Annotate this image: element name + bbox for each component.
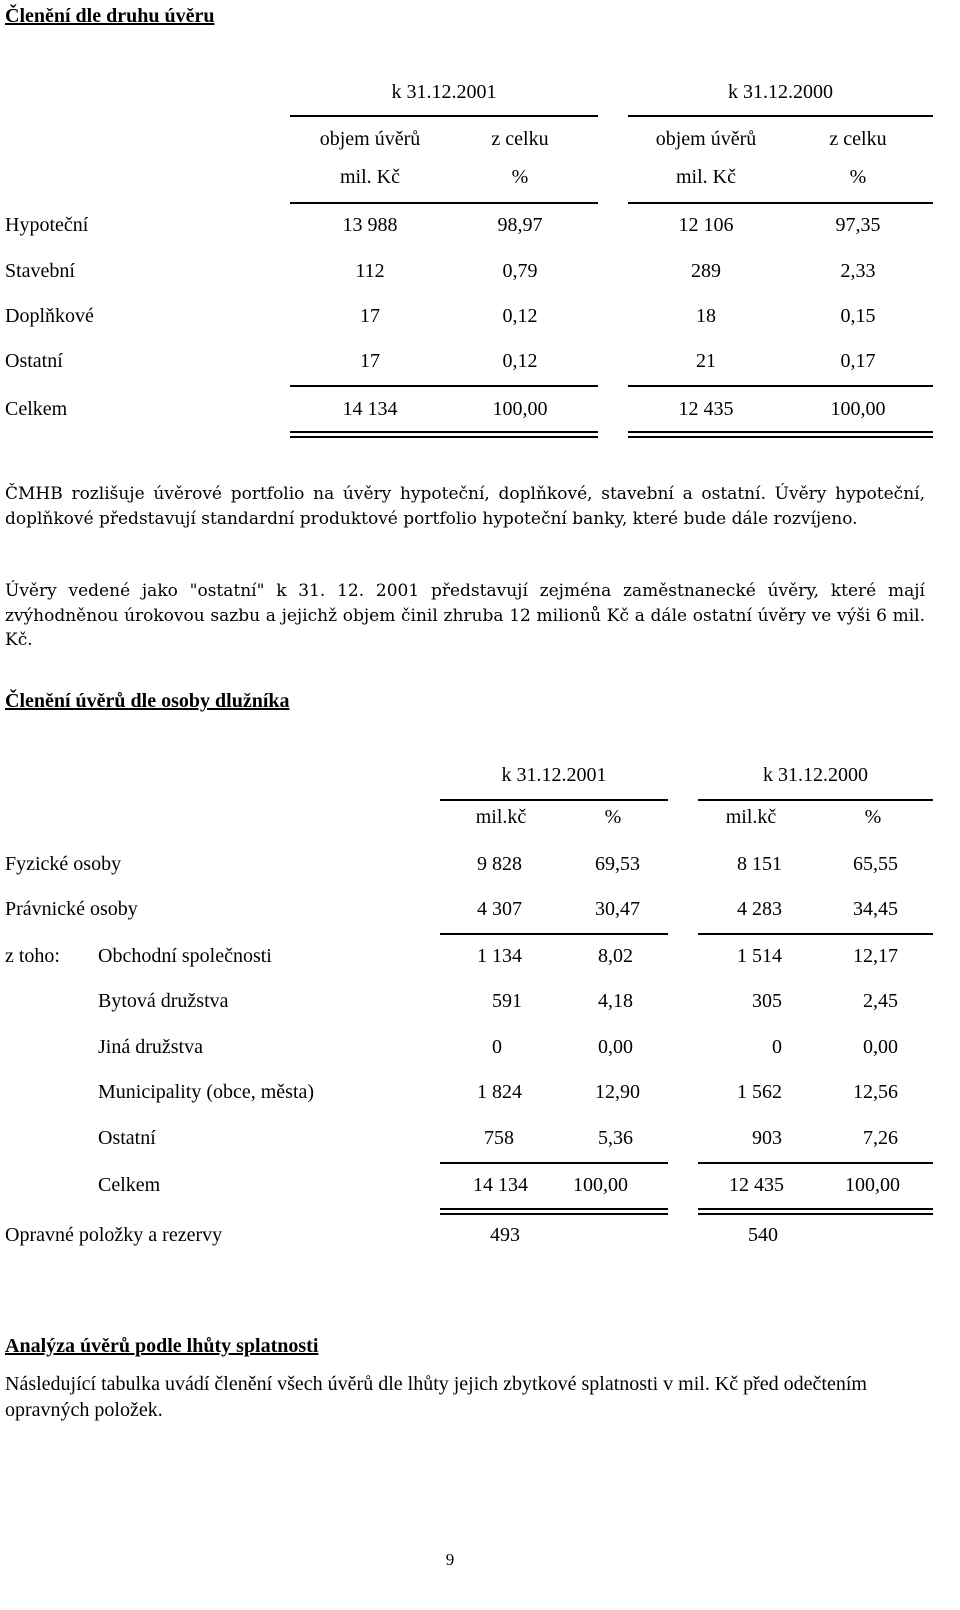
cell-share-2000: 12,56 [853,1081,898,1103]
row-label: Hypoteční [5,214,89,236]
cell-volume-2001: 591 [492,990,522,1012]
col-header-percent: % [511,166,529,188]
cell-volume-2001: 0 [492,1036,502,1058]
cell-volume-2001: 1 134 [477,945,522,967]
cell-volume-2001: 4 307 [477,898,522,920]
total-label: Celkem [5,398,68,420]
of-which-label: z toho: [5,945,60,967]
cell-volume-2000: 1 562 [737,1081,782,1103]
cell-share-2000: 7,26 [863,1127,898,1149]
cell-volume-2000: 1 514 [737,945,782,967]
cell-share-2001: 4,18 [598,990,633,1012]
col-header-percent: % [849,166,867,188]
cell-share-2000: 0,17 [840,350,876,372]
col-header-share: z celku [491,128,549,150]
cell-volume-2000: 0 [772,1036,782,1058]
total-volume-2000: 12 435 [729,1174,784,1196]
cell-volume-2001: 112 [355,260,385,282]
cell-share-2001: 5,36 [598,1127,633,1149]
cell-volume-2001: 17 [360,350,380,372]
total-volume-2001: 14 134 [342,398,398,420]
row-label: Bytová družstva [98,990,229,1012]
paragraph-maturity: Následující tabulka uvádí členění všech úvěrů dle lhůty jejich zbytkové splatnosti v mil. Kč před odečtením opravných položek. [5,1373,867,1421]
provisions-2001: 493 [490,1224,520,1246]
cell-share-2001: 30,47 [595,898,640,920]
paragraph-other-loans: Úvěry vedené jako "ostatní" k 31. 12. 2001 představují zejména zaměstnanecké úvěry, které mají zvýhodněnou úrokovou sazbu a jejichž objem činil zhruba 12 milionů Kč a dále ostatní úvěry ve výši 6 mil. Kč. [5,581,925,650]
period-header-2000: k 31.12.2000 [763,764,868,786]
cell-volume-2000: 4 283 [737,898,782,920]
cell-share-2000: 0,15 [840,305,876,327]
rule [440,933,668,935]
rule [698,799,933,801]
cell-share-2001: 98,97 [497,214,543,236]
rule [440,799,668,801]
total-share-2000: 100,00 [830,398,886,420]
section-heading-debtor: Členění úvěrů dle osoby dlužníka [5,690,290,712]
cell-share-2001: 0,12 [502,350,538,372]
cell-share-2000: 97,35 [835,214,881,236]
cell-share-2001: 12,90 [595,1081,640,1103]
row-label: Ostatní [5,350,63,372]
col-header-volume: objem úvěrů [319,128,421,150]
cell-volume-2001: 13 988 [342,214,398,236]
cell-share-2001: 8,02 [598,945,633,967]
total-volume-2000: 12 435 [678,398,734,420]
cell-volume-2001: 9 828 [477,853,522,875]
row-label: Právnické osoby [5,898,138,920]
rule [698,1162,933,1164]
row-label: Fyzické osoby [5,853,122,875]
cell-share-2001: 0,12 [502,305,538,327]
cell-share-2000: 34,45 [853,898,898,920]
col-header-volume: objem úvěrů [655,128,757,150]
col-header-share: % [864,806,882,828]
cell-volume-2000: 21 [696,350,716,372]
rule [628,385,933,387]
row-label: Jiná družstva [98,1036,203,1058]
rule [440,1162,668,1164]
provisions-label: Opravné položky a rezervy [5,1224,223,1246]
total-share-2000: 100,00 [845,1174,900,1196]
paragraph-portfolio: ČMHB rozlišuje úvěrové portfolio na úvěry hypoteční, doplňkové, stavební a ostatní. Úvěry hypoteční, doplňkové představují standardní produktové portfolio hypoteční banky, které bude dále rozvíjeno. [5,484,925,529]
total-volume-2001: 14 134 [473,1174,528,1196]
total-share-2001: 100,00 [573,1174,628,1196]
double-rule [628,431,933,438]
row-label: Doplňkové [5,305,94,327]
period-header-2000: k 31.12.2000 [728,81,833,103]
cell-volume-2000: 305 [752,990,782,1012]
col-header-share: % [604,806,622,828]
rule [290,202,598,204]
col-header-unit: mil. Kč [340,166,400,188]
double-rule [698,1208,933,1215]
cell-share-2000: 12,17 [853,945,898,967]
rule [628,115,933,117]
cell-share-2000: 2,45 [863,990,898,1012]
col-header-share: z celku [829,128,887,150]
double-rule [290,431,598,438]
cell-share-2000: 0,00 [863,1036,898,1058]
page-number: 9 [445,1550,455,1569]
cell-volume-2000: 18 [696,305,716,327]
cell-volume-2000: 8 151 [737,853,782,875]
col-header-unit: mil. Kč [676,166,736,188]
col-header-volume: mil.kč [475,806,527,828]
rule [290,385,598,387]
rule [628,202,933,204]
cell-volume-2000: 289 [691,260,721,282]
cell-share-2000: 65,55 [853,853,898,875]
cell-volume-2001: 17 [360,305,380,327]
section-heading-maturity: Analýza úvěrů podle lhůty splatnosti [5,1335,319,1357]
row-label: Municipality (obce, města) [98,1081,315,1103]
rule [290,115,598,117]
row-label: Stavební [5,260,75,282]
provisions-2000: 540 [748,1224,778,1246]
row-label: Obchodní společnosti [98,945,272,967]
col-header-volume: mil.kč [725,806,777,828]
cell-volume-2000: 12 106 [678,214,734,236]
cell-share-2001: 0,00 [598,1036,633,1058]
row-label: Ostatní [98,1127,156,1149]
period-header-2001: k 31.12.2001 [391,81,497,103]
cell-volume-2001: 758 [484,1127,514,1149]
rule [698,933,933,935]
cell-share-2001: 69,53 [595,853,640,875]
total-share-2001: 100,00 [492,398,548,420]
cell-volume-2001: 1 824 [477,1081,522,1103]
section-heading-loan-type: Členění dle druhu úvěru [5,5,215,27]
cell-share-2001: 0,79 [502,260,538,282]
cell-volume-2000: 903 [752,1127,782,1149]
cell-share-2000: 2,33 [840,260,876,282]
total-label: Celkem [98,1174,161,1196]
double-rule [440,1208,668,1215]
period-header-2001: k 31.12.2001 [501,764,607,786]
